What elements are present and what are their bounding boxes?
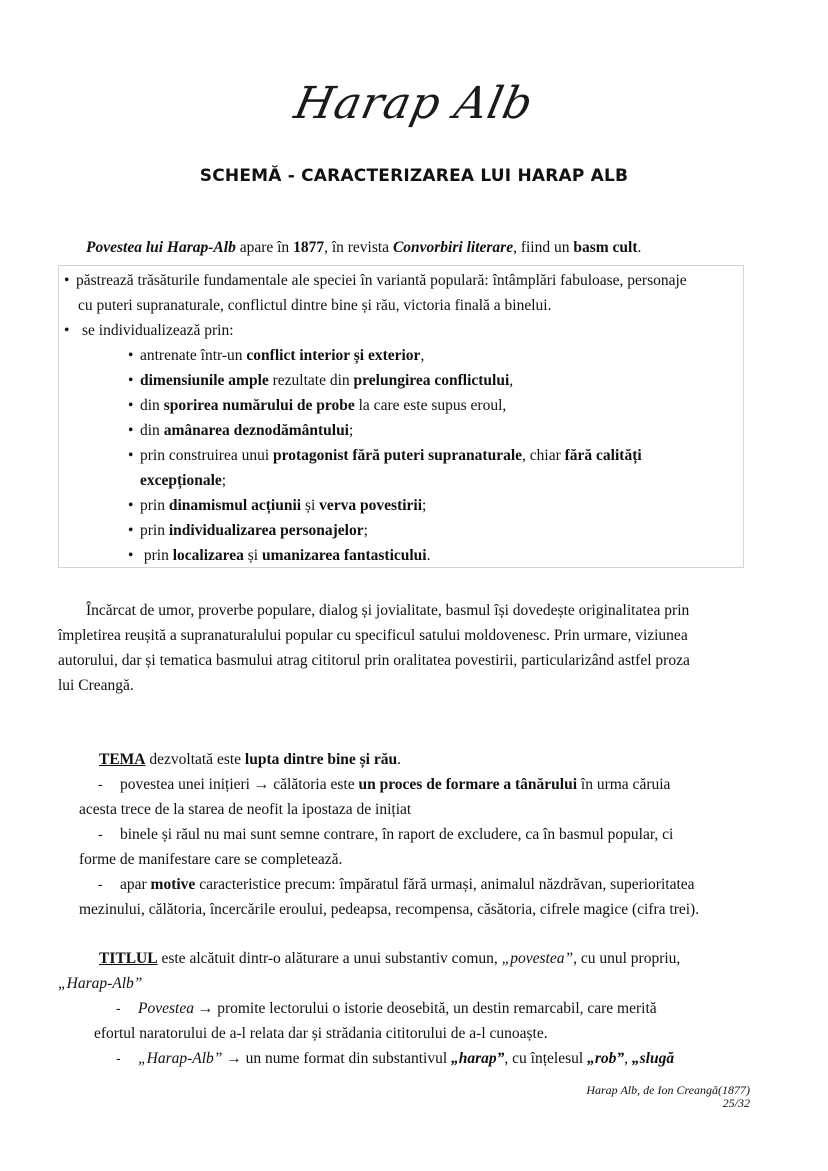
titlul-heading [99,946,680,971]
text: , fiind un [513,239,574,256]
text: caracteristice precum: împăratul fără urmași, animalul năzdrăvan, superioritatea [195,876,695,893]
page-title: SCHEMĂ - CARACTERIZAREA LUI HARAP ALB [199,166,629,186]
arrow-right-icon: → [197,1000,214,1017]
page-footer [586,1084,750,1110]
text: prin [140,522,169,539]
paragraph-line: Încărcat de umor, proverbe populare, dialog și jovialitate, basmul își dovedește originalitatea prin [86,602,690,619]
text: localizarea [172,547,244,564]
tema-point-cont: mezinului, călătoria, încercările eroului, pedeapsa, recompensa, căsătoria, cifrele magice (cifra trei). [79,901,700,918]
text: rezultate din [268,372,354,389]
text: „rob” [587,1050,625,1067]
bullet-icon: • [64,322,70,339]
sub-item-cont [140,468,226,493]
text: și [301,497,320,514]
bullet-icon: • [128,497,134,514]
text: conflict interior și exterior [246,347,421,364]
text: protagonist fără puteri supranaturale [273,447,523,464]
bullet-icon: • [128,522,134,539]
text: un nume format din substantivul [241,1050,452,1067]
text: călătoria este [269,776,359,793]
year: 1877 [293,239,325,256]
text: este alcătuit dintr-o alăturare a unui substantiv comun, [157,950,502,967]
dash-icon: - [98,828,103,843]
text: fără calități [564,447,642,464]
bullet-icon: • [128,547,134,564]
text: ; [349,422,354,439]
tema-point [98,822,673,848]
text: , cu înțelesul [504,1050,588,1067]
tema-point [98,772,670,798]
titlul-point-cont: efortul naratorului de a-l relata dar și strădania cititorului de a-l cunoaște. [94,1025,548,1042]
text: , [624,1050,632,1067]
intro-line [86,235,641,260]
text: . [397,751,401,768]
text: „slugă [631,1050,675,1067]
text: individualizarea personajelor [168,522,364,539]
text: povestea unei inițieri [120,776,254,793]
titlul-label: TITLUL [99,950,158,967]
text: lupta dintre bine și rău [244,751,398,768]
page-number: 25/32 [722,1096,750,1110]
logo-harap-alb: Harap Alb [290,78,538,129]
text: la care este supus eroul, [354,397,507,414]
text: . [637,239,642,256]
text: , chiar [522,447,565,464]
sub-item [128,543,430,568]
text: „povestea” [501,950,574,967]
sub-item [128,518,368,543]
tema-point [98,872,695,898]
bullet-icon: • [128,422,134,439]
text: , [420,347,425,364]
text: antrenate într-un [140,347,247,364]
text: „Harap-Alb” [138,1050,223,1067]
text: din [140,422,164,439]
work-title: Povestea lui Harap-Alb [86,239,236,256]
sub-item [128,343,424,368]
text: ; [221,472,227,489]
box-item [64,268,687,293]
text: dinamismul acțiunii [168,497,302,514]
text: . [426,547,431,564]
text: motive [150,876,196,893]
text: , în revista [324,239,393,256]
text: apare în [235,239,294,256]
tema-label: TEMA [99,751,146,768]
text: verva povestirii [319,497,423,514]
paragraph-line: autorului, dar și tematica basmului atrag cititorul prin oralitatea povestirii, particularizând astfel proza [58,652,690,669]
text: se individualizează prin: [82,322,234,339]
sub-item [128,368,513,393]
sub-item [128,393,506,418]
text: , cu unul propriu, [573,950,681,967]
dash-icon: - [116,1052,121,1067]
bullet-icon: • [128,347,134,364]
text: prin [140,547,173,564]
box-item [64,318,234,343]
dash-icon: - [116,1002,121,1017]
dash-icon: - [98,778,103,793]
dash-icon: - [98,878,103,893]
text: un proces de formare a tânărului [358,776,578,793]
arrow-right-icon: → [253,776,270,793]
bullet-icon: • [128,372,134,389]
genre: basm cult [573,239,638,256]
text: , [509,372,514,389]
text: în urma căruia [577,776,671,793]
text: prin [140,497,169,514]
titlul-cont: „Harap-Alb” [58,975,143,992]
arrow-right-icon: → [226,1050,242,1067]
text: și [243,547,262,564]
text: prelungirea conflictului [353,372,510,389]
sub-item [128,493,426,518]
text: sporirea numărului de probe [163,397,355,414]
text: excepționale [140,472,222,489]
text: amânarea deznodământului [163,422,349,439]
bullet-icon: • [128,447,134,464]
text: Povestea [138,1000,194,1017]
footer-source: Harap Alb, de Ion Creangă(1877) [586,1083,750,1097]
text: ; [422,497,427,514]
paragraph-line: lui Creangă. [58,677,134,694]
titlul-point [116,996,657,1022]
text: prin construirea unui [140,447,274,464]
text: ; [363,522,368,539]
text: „harap” [451,1050,505,1067]
text: umanizarea fantasticului [261,547,427,564]
bullet-icon: • [64,272,70,289]
text: binele și răul nu mai sunt semne contrare, în raport de excludere, ca în basmul popular, ci [120,826,674,843]
bullet-icon: • [128,397,134,414]
sub-item [128,418,353,443]
paragraph-line: împletirea reușită a supranaturalului popular cu specificul satului moldovenesc. Prin urmare, viziunea [58,627,688,644]
text: din [140,397,164,414]
tema-point-cont: forme de manifestare care se completează. [79,851,343,868]
text: apar [120,876,151,893]
text: dimensiunile ample [140,372,269,389]
tema-point-cont: acesta trece de la starea de neofit la ipostaza de inițiat [79,801,412,818]
titlul-point [116,1046,674,1072]
text: promite lectorului o istorie deosebită, un destin remarcabil, care merită [213,1000,657,1017]
text: păstrează trăsăturile fundamentale ale speciei în variantă populară: întâmplări fabuloase, personaje [76,272,687,289]
magazine: Convorbiri literare [392,239,514,256]
sub-item [128,443,642,468]
text: dezvoltată este [145,751,245,768]
box-item-cont: cu puteri supranaturale, conflictul dintre bine și rău, victoria finală a binelui. [78,297,552,314]
tema-heading [99,747,401,772]
